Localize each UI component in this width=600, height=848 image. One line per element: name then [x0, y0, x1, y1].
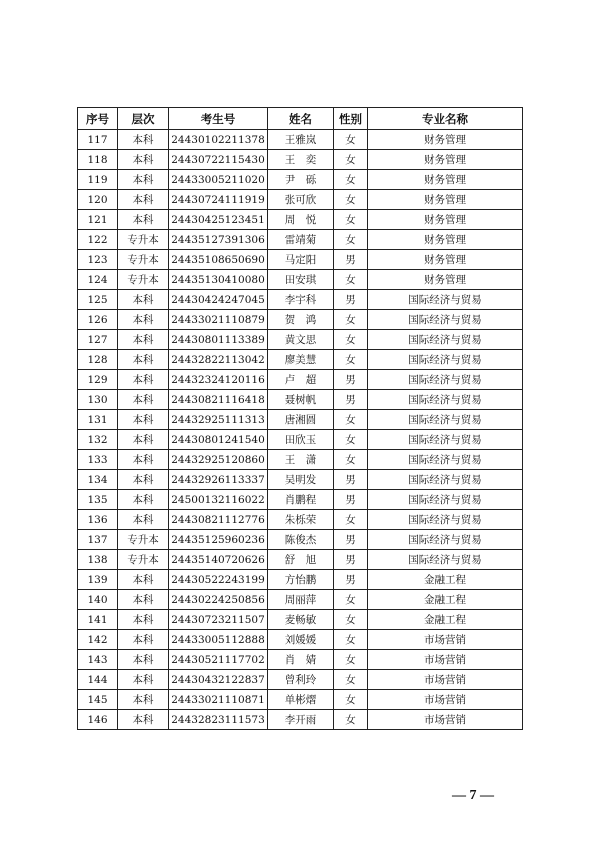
cell-exam-id: 24500132116022	[169, 490, 268, 510]
cell-level: 本科	[118, 650, 169, 670]
cell-major: 国际经济与贸易	[368, 370, 523, 390]
cell-major: 财务管理	[368, 150, 523, 170]
cell-seq: 138	[78, 550, 118, 570]
table-row	[78, 570, 523, 590]
cell-major: 国际经济与贸易	[368, 450, 523, 470]
cell-gender: 男	[334, 530, 368, 550]
cell-exam-id: 24430102211378	[169, 130, 268, 150]
table-row	[78, 330, 523, 350]
cell-name: 刘媛媛	[268, 630, 334, 650]
cell-major: 市场营销	[368, 670, 523, 690]
cell-level: 本科	[118, 130, 169, 150]
cell-seq: 142	[78, 630, 118, 650]
cell-name: 方怡鹏	[268, 570, 334, 590]
cell-seq: 137	[78, 530, 118, 550]
cell-gender: 女	[334, 330, 368, 350]
cell-seq: 123	[78, 250, 118, 270]
cell-major: 市场营销	[368, 690, 523, 710]
cell-level: 本科	[118, 170, 169, 190]
cell-seq: 140	[78, 590, 118, 610]
cell-name: 周 悦	[268, 210, 334, 230]
cell-gender: 女	[334, 230, 368, 250]
cell-gender: 女	[334, 310, 368, 330]
cell-level: 本科	[118, 350, 169, 370]
table-row	[78, 390, 523, 410]
table-body	[78, 130, 523, 730]
cell-gender: 男	[334, 470, 368, 490]
cell-level: 本科	[118, 490, 169, 510]
cell-seq: 146	[78, 710, 118, 730]
cell-seq: 117	[78, 130, 118, 150]
cell-seq: 143	[78, 650, 118, 670]
cell-gender: 女	[334, 410, 368, 430]
cell-major: 国际经济与贸易	[368, 310, 523, 330]
cell-major: 市场营销	[368, 710, 523, 730]
cell-level: 本科	[118, 690, 169, 710]
cell-seq: 136	[78, 510, 118, 530]
cell-exam-id: 24435140720626	[169, 550, 268, 570]
cell-gender: 女	[334, 270, 368, 290]
cell-name: 李开雨	[268, 710, 334, 730]
cell-major: 国际经济与贸易	[368, 470, 523, 490]
cell-seq: 120	[78, 190, 118, 210]
cell-major: 国际经济与贸易	[368, 510, 523, 530]
cell-gender: 女	[334, 650, 368, 670]
table-row	[78, 470, 523, 490]
cell-name: 王雅岚	[268, 130, 334, 150]
table-row	[78, 310, 523, 330]
table-row	[78, 250, 523, 270]
cell-exam-id: 24430821116418	[169, 390, 268, 410]
table-row	[78, 150, 523, 170]
cell-name: 唐湘圆	[268, 410, 334, 430]
cell-name: 张可欣	[268, 190, 334, 210]
cell-gender: 女	[334, 630, 368, 650]
cell-level: 本科	[118, 590, 169, 610]
cell-name: 肖鹏程	[268, 490, 334, 510]
cell-name: 吴明发	[268, 470, 334, 490]
cell-name: 曾利玲	[268, 670, 334, 690]
cell-level: 本科	[118, 150, 169, 170]
cell-gender: 女	[334, 430, 368, 450]
table-row	[78, 590, 523, 610]
cell-seq: 139	[78, 570, 118, 590]
cell-major: 金融工程	[368, 590, 523, 610]
table-row	[78, 690, 523, 710]
cell-major: 财务管理	[368, 130, 523, 150]
cell-seq: 130	[78, 390, 118, 410]
table-row	[78, 370, 523, 390]
cell-exam-id: 24430424247045	[169, 290, 268, 310]
cell-name: 尹 砾	[268, 170, 334, 190]
cell-level: 本科	[118, 670, 169, 690]
table-header	[78, 108, 523, 130]
cell-name: 舒 旭	[268, 550, 334, 570]
table-row	[78, 510, 523, 530]
cell-gender: 女	[334, 690, 368, 710]
cell-level: 本科	[118, 210, 169, 230]
cell-major: 国际经济与贸易	[368, 530, 523, 550]
cell-major: 国际经济与贸易	[368, 490, 523, 510]
cell-gender: 男	[334, 250, 368, 270]
header-gender: 性别	[334, 108, 368, 130]
cell-exam-id: 24433005211020	[169, 170, 268, 190]
cell-exam-id: 24432324120116	[169, 370, 268, 390]
cell-seq: 119	[78, 170, 118, 190]
cell-name: 陈俊杰	[268, 530, 334, 550]
cell-exam-id: 24430801241540	[169, 430, 268, 450]
cell-name: 田欣玉	[268, 430, 334, 450]
cell-gender: 女	[334, 170, 368, 190]
table-row	[78, 210, 523, 230]
cell-level: 本科	[118, 370, 169, 390]
page-number: — 7 —	[452, 788, 494, 803]
cell-major: 财务管理	[368, 190, 523, 210]
cell-seq: 128	[78, 350, 118, 370]
table-row	[78, 430, 523, 450]
cell-exam-id: 24430425123451	[169, 210, 268, 230]
cell-gender: 女	[334, 610, 368, 630]
cell-major: 财务管理	[368, 250, 523, 270]
cell-name: 卢 超	[268, 370, 334, 390]
header-row	[78, 108, 523, 130]
cell-seq: 126	[78, 310, 118, 330]
cell-gender: 女	[334, 510, 368, 530]
cell-seq: 135	[78, 490, 118, 510]
cell-seq: 141	[78, 610, 118, 630]
cell-level: 本科	[118, 610, 169, 630]
cell-name: 田安琪	[268, 270, 334, 290]
cell-level: 本科	[118, 290, 169, 310]
cell-level: 本科	[118, 510, 169, 530]
cell-seq: 133	[78, 450, 118, 470]
cell-name: 贺 鸿	[268, 310, 334, 330]
cell-seq: 127	[78, 330, 118, 350]
cell-major: 金融工程	[368, 610, 523, 630]
cell-level: 本科	[118, 430, 169, 450]
cell-gender: 男	[334, 290, 368, 310]
cell-level: 本科	[118, 410, 169, 430]
cell-major: 国际经济与贸易	[368, 290, 523, 310]
cell-seq: 129	[78, 370, 118, 390]
table-row	[78, 410, 523, 430]
cell-gender: 女	[334, 190, 368, 210]
cell-exam-id: 24433005112888	[169, 630, 268, 650]
cell-major: 国际经济与贸易	[368, 350, 523, 370]
cell-major: 财务管理	[368, 170, 523, 190]
cell-exam-id: 24432926113337	[169, 470, 268, 490]
cell-exam-id: 24435108650690	[169, 250, 268, 270]
cell-major: 财务管理	[368, 270, 523, 290]
table-row	[78, 670, 523, 690]
table-row	[78, 710, 523, 730]
cell-gender: 男	[334, 370, 368, 390]
cell-level: 本科	[118, 470, 169, 490]
cell-seq: 132	[78, 430, 118, 450]
cell-exam-id: 24430432122837	[169, 670, 268, 690]
cell-level: 本科	[118, 190, 169, 210]
cell-exam-id: 24435125960236	[169, 530, 268, 550]
cell-gender: 女	[334, 670, 368, 690]
table-row	[78, 630, 523, 650]
cell-exam-id: 24430722115430	[169, 150, 268, 170]
cell-level: 本科	[118, 570, 169, 590]
cell-major: 国际经济与贸易	[368, 390, 523, 410]
cell-name: 朱栎荣	[268, 510, 334, 530]
cell-name: 单彬熠	[268, 690, 334, 710]
cell-exam-id: 24430224250856	[169, 590, 268, 610]
cell-gender: 女	[334, 710, 368, 730]
cell-level: 专升本	[118, 530, 169, 550]
cell-gender: 女	[334, 590, 368, 610]
cell-seq: 118	[78, 150, 118, 170]
cell-gender: 女	[334, 130, 368, 150]
cell-exam-id: 24432822113042	[169, 350, 268, 370]
cell-name: 周丽萍	[268, 590, 334, 610]
cell-major: 国际经济与贸易	[368, 410, 523, 430]
cell-name: 王 潇	[268, 450, 334, 470]
table-row	[78, 130, 523, 150]
header-seq: 序号	[78, 108, 118, 130]
cell-level: 专升本	[118, 550, 169, 570]
cell-exam-id: 24430723211507	[169, 610, 268, 630]
cell-level: 本科	[118, 390, 169, 410]
cell-exam-id: 24430521117702	[169, 650, 268, 670]
header-exam-id: 考生号	[169, 108, 268, 130]
cell-level: 本科	[118, 710, 169, 730]
cell-level: 专升本	[118, 270, 169, 290]
cell-major: 财务管理	[368, 230, 523, 250]
cell-gender: 女	[334, 210, 368, 230]
cell-major: 国际经济与贸易	[368, 330, 523, 350]
table-row	[78, 170, 523, 190]
cell-name: 廖美慧	[268, 350, 334, 370]
cell-major: 国际经济与贸易	[368, 430, 523, 450]
cell-gender: 女	[334, 450, 368, 470]
cell-level: 本科	[118, 450, 169, 470]
cell-name: 马定阳	[268, 250, 334, 270]
cell-gender: 男	[334, 390, 368, 410]
cell-gender: 男	[334, 570, 368, 590]
table-row	[78, 610, 523, 630]
cell-exam-id: 24430522243199	[169, 570, 268, 590]
cell-seq: 121	[78, 210, 118, 230]
cell-gender: 女	[334, 350, 368, 370]
cell-exam-id: 24432823111573	[169, 710, 268, 730]
cell-exam-id: 24432925111313	[169, 410, 268, 430]
header-level: 层次	[118, 108, 169, 130]
cell-name: 麦畅敏	[268, 610, 334, 630]
cell-gender: 女	[334, 150, 368, 170]
cell-exam-id: 24430821112776	[169, 510, 268, 530]
cell-gender: 男	[334, 550, 368, 570]
cell-seq: 124	[78, 270, 118, 290]
cell-gender: 男	[334, 490, 368, 510]
table-row	[78, 650, 523, 670]
cell-name: 肖 婧	[268, 650, 334, 670]
header-name: 姓名	[268, 108, 334, 130]
cell-name: 雷靖菊	[268, 230, 334, 250]
table-row	[78, 490, 523, 510]
cell-major: 国际经济与贸易	[368, 550, 523, 570]
cell-major: 金融工程	[368, 570, 523, 590]
cell-level: 专升本	[118, 250, 169, 270]
cell-seq: 131	[78, 410, 118, 430]
cell-seq: 134	[78, 470, 118, 490]
cell-level: 本科	[118, 330, 169, 350]
cell-major: 市场营销	[368, 650, 523, 670]
cell-name: 王 奕	[268, 150, 334, 170]
cell-major: 财务管理	[368, 210, 523, 230]
cell-level: 本科	[118, 310, 169, 330]
cell-exam-id: 24430724111919	[169, 190, 268, 210]
cell-exam-id: 24433021110871	[169, 690, 268, 710]
cell-exam-id: 24430801113389	[169, 330, 268, 350]
table-row	[78, 350, 523, 370]
table-row	[78, 550, 523, 570]
student-roster-table	[77, 107, 523, 730]
cell-level: 专升本	[118, 230, 169, 250]
table-row	[78, 290, 523, 310]
table-row	[78, 190, 523, 210]
cell-seq: 125	[78, 290, 118, 310]
cell-name: 李宇科	[268, 290, 334, 310]
table-row	[78, 270, 523, 290]
cell-exam-id: 24435127391306	[169, 230, 268, 250]
cell-exam-id: 24433021110879	[169, 310, 268, 330]
table-row	[78, 530, 523, 550]
cell-exam-id: 24432925120860	[169, 450, 268, 470]
table-row	[78, 450, 523, 470]
table-row	[78, 230, 523, 250]
header-major: 专业名称	[368, 108, 523, 130]
cell-level: 本科	[118, 630, 169, 650]
cell-name: 黄文思	[268, 330, 334, 350]
cell-major: 市场营销	[368, 630, 523, 650]
cell-seq: 145	[78, 690, 118, 710]
cell-seq: 144	[78, 670, 118, 690]
cell-exam-id: 24435130410080	[169, 270, 268, 290]
cell-seq: 122	[78, 230, 118, 250]
cell-name: 聂树帆	[268, 390, 334, 410]
